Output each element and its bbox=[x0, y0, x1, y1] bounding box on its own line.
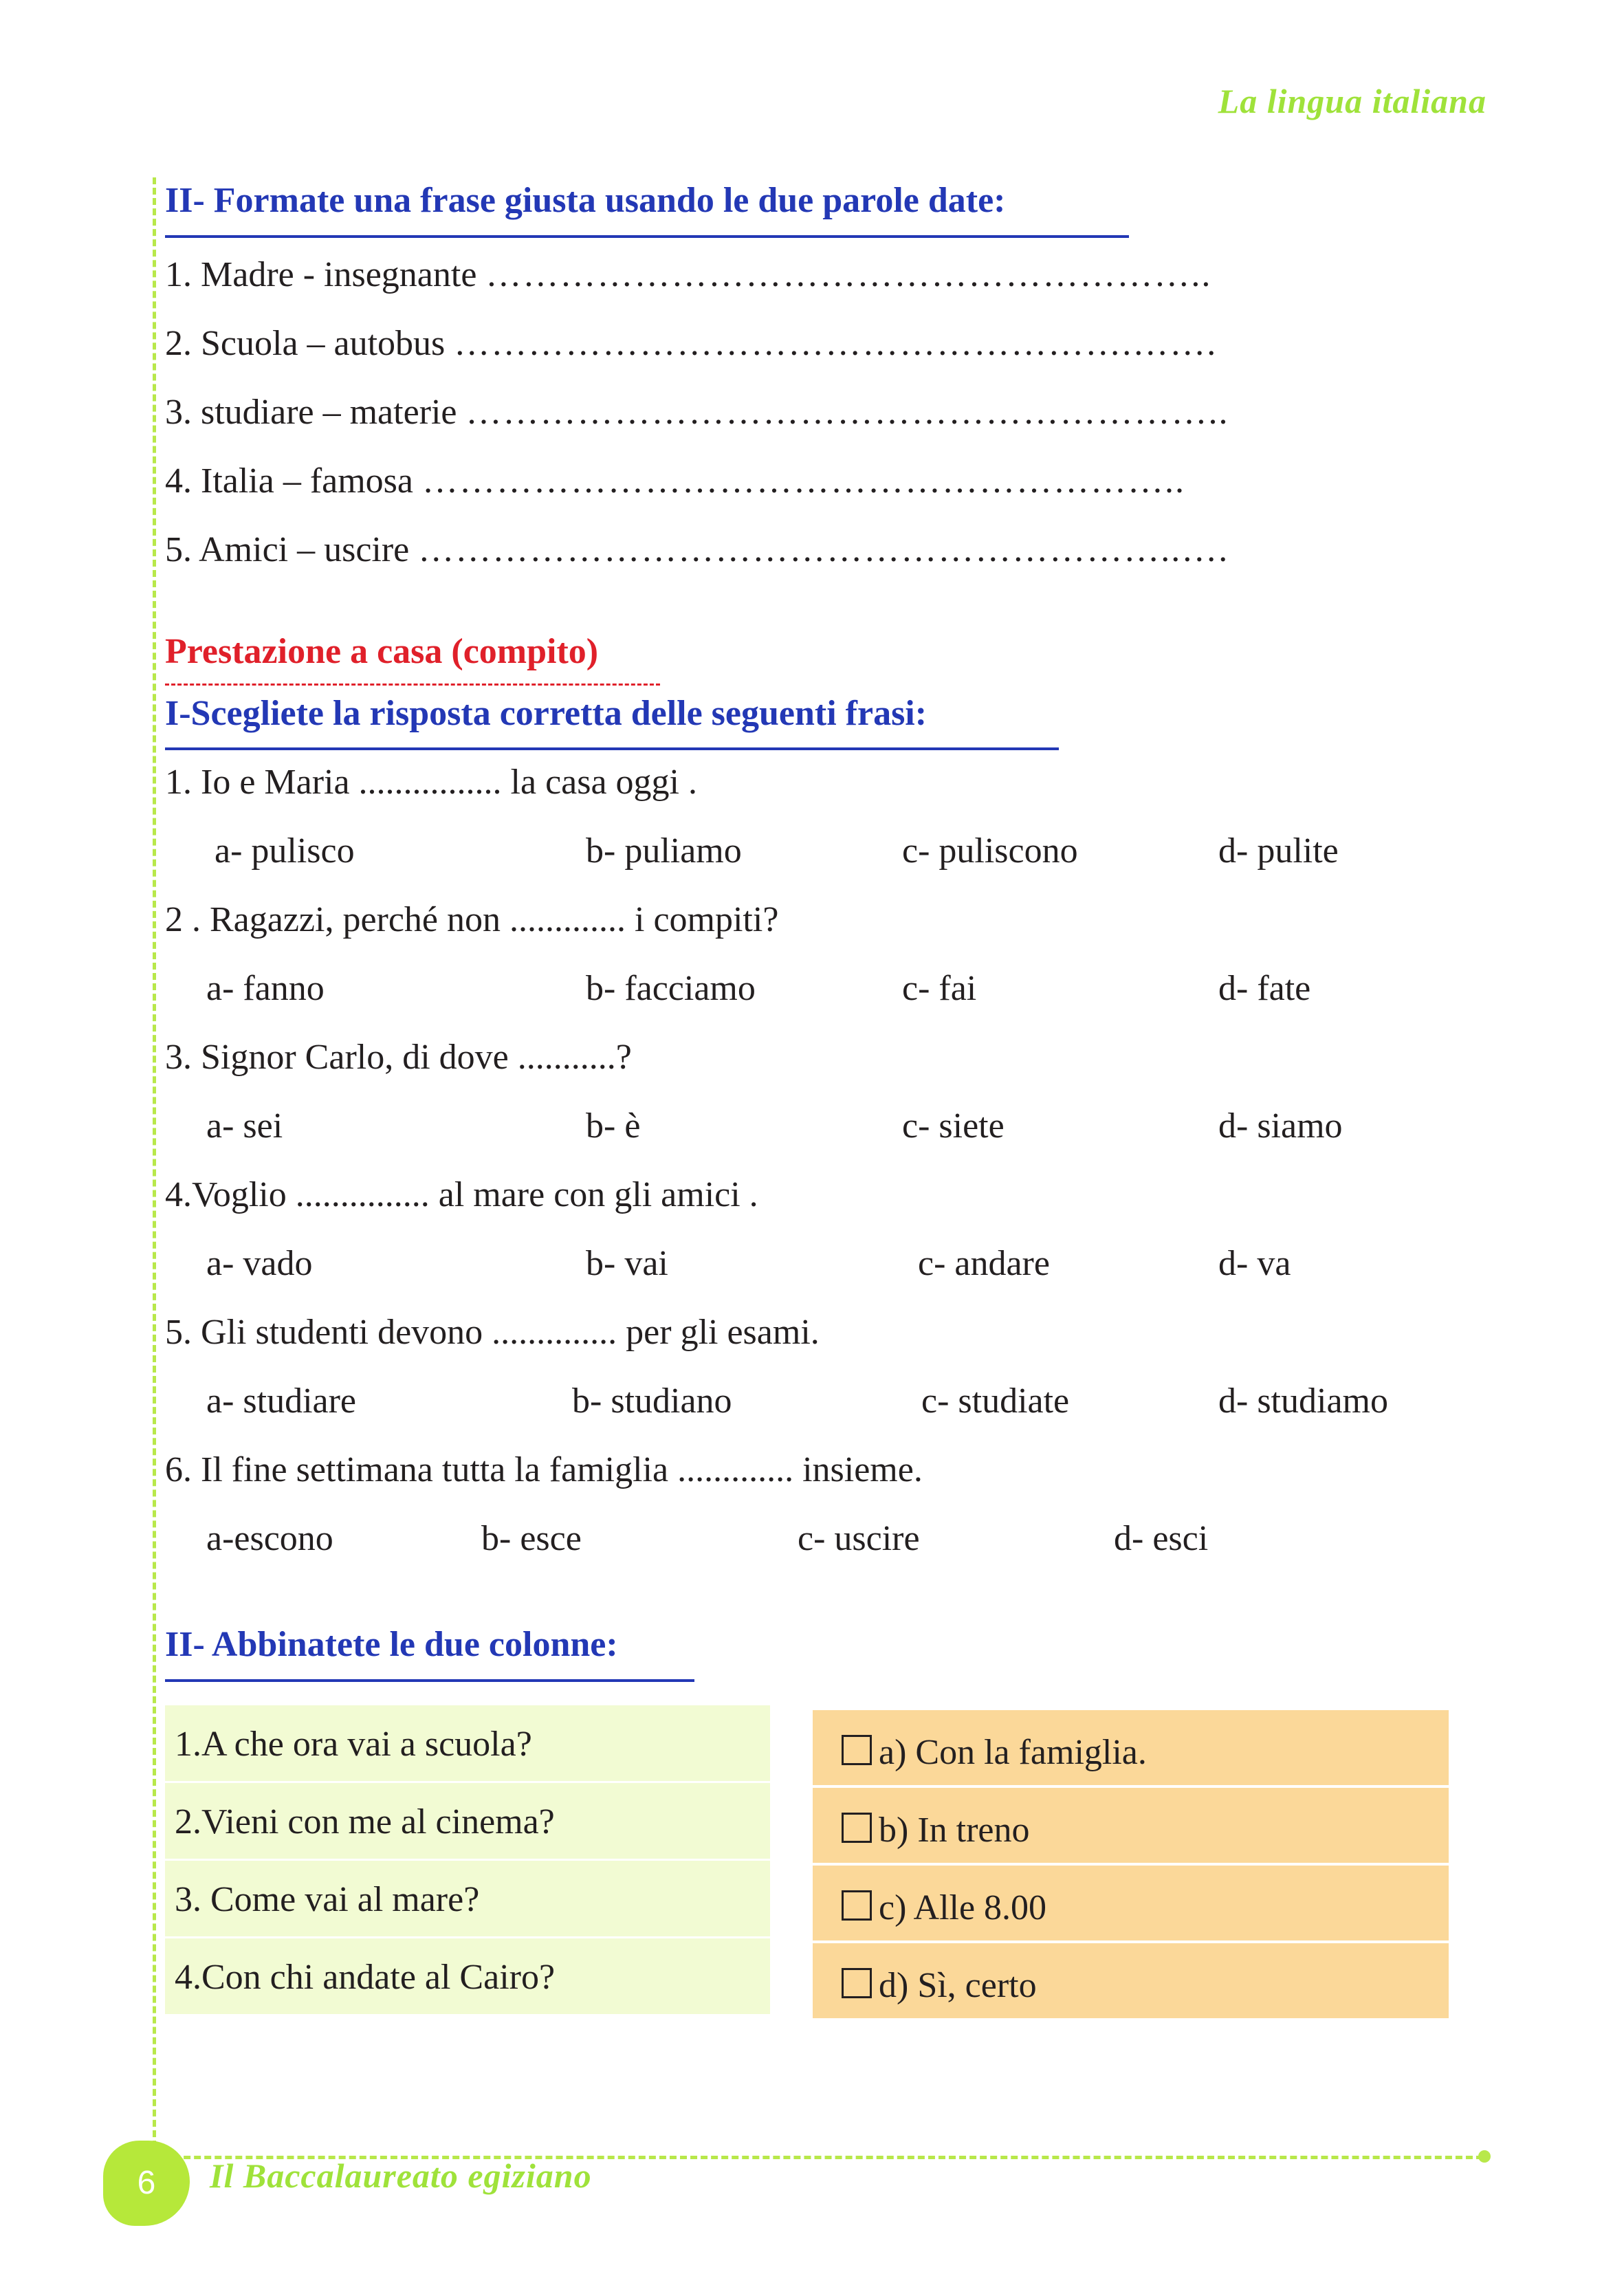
word-pair: 1. Madre - insegnante bbox=[165, 255, 477, 294]
option-d: d- fate bbox=[1218, 969, 1311, 1008]
page-number: 6 bbox=[137, 2165, 156, 2201]
answer-label: a) Con la famiglia. bbox=[879, 1733, 1147, 1772]
word-pair: 4. Italia – famosa bbox=[165, 461, 413, 501]
left-column-item: 4.Con chi andate al Cairo? bbox=[165, 1938, 770, 2016]
question-text: 2 . Ragazzi, perché non ............. i compiti? bbox=[165, 900, 779, 939]
exercise-line bbox=[165, 323, 1217, 364]
option-d: d- siamo bbox=[1218, 1106, 1343, 1146]
question-text: 1. Io e Maria ................ la casa oggi . bbox=[165, 763, 698, 802]
question-text: 6. Il fine settimana tutta la famiglia ............. insieme. bbox=[165, 1450, 923, 1489]
line-end-dot bbox=[1478, 2150, 1491, 2163]
option-d: d- studiamo bbox=[1218, 1381, 1388, 1421]
running-header: La lingua italiana bbox=[1218, 82, 1486, 120]
margin-dashed-line bbox=[153, 177, 156, 2158]
option-c: c- siete bbox=[902, 1106, 1005, 1146]
right-column-item bbox=[813, 1943, 1449, 2021]
exercise-line bbox=[165, 461, 1185, 501]
heading-underline bbox=[165, 747, 1059, 750]
exercise-line bbox=[165, 392, 1229, 433]
answer-label: b) In treno bbox=[879, 1811, 1030, 1850]
option-c: c- studiate bbox=[921, 1381, 1070, 1421]
option-a: a- sei bbox=[206, 1106, 283, 1146]
right-column-item bbox=[813, 1710, 1449, 1788]
section-scegliete-heading: I-Scegliete la risposta corretta delle seguenti frasi: bbox=[165, 694, 928, 733]
option-a: a- vado bbox=[206, 1244, 313, 1283]
question-text: 4.Voglio ............... al mare con gli amici . bbox=[165, 1175, 758, 1214]
option-c: c- fai bbox=[902, 969, 977, 1008]
word-pair: 2. Scuola – autobus bbox=[165, 324, 446, 363]
exercise-line bbox=[165, 529, 1229, 570]
section-formate-heading: II- Formate una frase giusta usando le due parole date: bbox=[165, 181, 1006, 220]
left-column-item: 2.Vieni con me al cinema? bbox=[165, 1783, 770, 1861]
option-b: b- facciamo bbox=[586, 969, 756, 1008]
right-column-item bbox=[813, 1788, 1449, 1866]
right-column-table bbox=[813, 1710, 1449, 2021]
option-d: d- va bbox=[1218, 1244, 1291, 1283]
option-b: b- esce bbox=[481, 1519, 582, 1558]
checkbox[interactable] bbox=[842, 1968, 872, 1998]
left-column-item: 1.A che ora vai a scuola? bbox=[165, 1705, 770, 1783]
running-footer: Il Baccalaureato egiziano bbox=[210, 2156, 592, 2195]
left-column-item: 3. Come vai al mare? bbox=[165, 1861, 770, 1938]
option-d: d- pulite bbox=[1218, 831, 1339, 871]
answer-blank: ……………………………………………….……. bbox=[454, 324, 1218, 363]
section-abbinate-heading: II- Abbinatete le due colonne: bbox=[165, 1625, 618, 1664]
answer-blank: …………………………………………………….. bbox=[465, 393, 1229, 432]
checkbox[interactable] bbox=[842, 1813, 872, 1843]
heading-underline bbox=[165, 1679, 694, 1682]
option-d: d- esci bbox=[1114, 1519, 1209, 1558]
option-b: b- puliamo bbox=[586, 831, 742, 871]
homework-underline bbox=[165, 684, 660, 686]
word-pair: 3. studiare – materie bbox=[165, 393, 457, 432]
word-pair: 5. Amici – uscire bbox=[165, 530, 410, 569]
option-b: b- vai bbox=[586, 1244, 668, 1283]
option-c: c- puliscono bbox=[902, 831, 1078, 871]
option-a: a- studiare bbox=[206, 1381, 357, 1421]
answer-blank: …………………………………………………….. bbox=[421, 461, 1185, 501]
option-c: c- uscire bbox=[798, 1519, 920, 1558]
question-text: 3. Signor Carlo, di dove ...........? bbox=[165, 1038, 632, 1077]
option-b: b- studiano bbox=[572, 1381, 732, 1421]
option-a: a- fanno bbox=[206, 969, 325, 1008]
right-column-item bbox=[813, 1866, 1449, 1943]
answer-label: c) Alle 8.00 bbox=[879, 1888, 1047, 1927]
checkbox[interactable] bbox=[842, 1890, 872, 1921]
answer-blank: ………………………………………………….. bbox=[485, 255, 1212, 294]
option-a: a-escono bbox=[206, 1519, 333, 1558]
answer-label: d) Sì, certo bbox=[879, 1966, 1037, 2005]
left-column-table bbox=[165, 1705, 770, 2016]
option-b: b- è bbox=[586, 1106, 641, 1146]
heading-underline bbox=[165, 235, 1129, 238]
exercise-line bbox=[165, 254, 1211, 295]
option-a: a- pulisco bbox=[215, 831, 355, 871]
checkbox[interactable] bbox=[842, 1735, 872, 1765]
answer-blank: ……………………………………………………..…. bbox=[418, 530, 1229, 569]
homework-title: Prestazione a casa (compito) bbox=[165, 632, 599, 671]
option-c: c- andare bbox=[918, 1244, 1050, 1283]
question-text: 5. Gli studenti devono .............. per gli esami. bbox=[165, 1313, 820, 1352]
